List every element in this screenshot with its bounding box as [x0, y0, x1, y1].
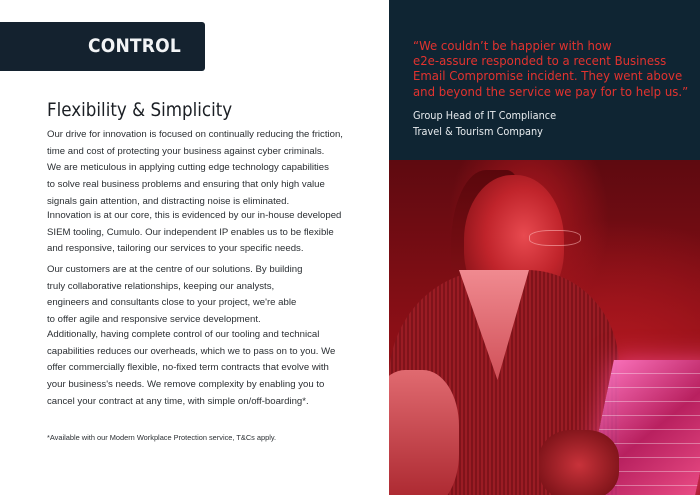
text-line: cancel your contract at any time, with simple on/off-boarding*.	[47, 395, 309, 407]
text-line: signals gain attention, and distracting noise is eliminated.	[47, 195, 290, 207]
photo-glasses-shape	[529, 230, 581, 246]
section-tab-label: CONTROL	[88, 35, 181, 57]
text-line: offer commercially flexible, no-fixed term contracts that evolve with	[47, 362, 329, 374]
photo-arm-shape	[389, 370, 459, 495]
text-line: and responsive, tailoring our services to your specific needs.	[47, 243, 304, 255]
text-line: We are meticulous in applying cutting edge technology capabilities	[47, 162, 329, 174]
quote-line: and beyond the service we pay for to help us.”	[413, 83, 689, 99]
quote-line: Email Compromise incident. They went above	[413, 68, 683, 84]
quote-line: “We couldn’t be happier with how	[413, 38, 612, 53]
text-line: to offer agile and responsive service development.	[47, 314, 261, 326]
page-heading: Flexibility & Simplicity	[47, 99, 233, 121]
text-line: Our drive for innovation is focused on continually reducing the friction,	[47, 129, 343, 140]
text-line: Our customers are at the centre of our solutions. By building	[47, 264, 303, 275]
attribution-company: Travel & Tourism Company	[413, 126, 543, 138]
section-tab	[0, 22, 205, 71]
text-line: time and cost of protecting your business against cyber criminals.	[47, 145, 325, 157]
testimonial-quote	[413, 38, 698, 99]
text-line: your business's needs. We remove complexity by enabling you to	[47, 379, 325, 391]
attribution-role: Group Head of IT Compliance	[413, 110, 557, 122]
text-line: engineers and consultants close to your project, we're able	[47, 297, 297, 309]
paragraph-core	[47, 208, 347, 258]
text-line: capabilities reduces our overheads, which we to pass on to you. We	[47, 345, 336, 357]
paragraph-customers	[47, 262, 347, 329]
footnote: *Available with our Modern Workplace Protection service, T&Cs apply.	[47, 433, 277, 442]
testimonial-attribution	[413, 108, 569, 140]
text-line: Additionally, having complete control of our tooling and technical	[47, 329, 320, 340]
text-line: SIEM tooling, Cumulo. Our independent IP enables us to be flexible	[47, 226, 334, 238]
paragraph-control	[47, 327, 347, 411]
photo-hand-shape	[539, 430, 619, 495]
quote-line: e2e-assure responded to a recent Business	[413, 53, 667, 69]
text-line: Innovation is at our core, this is evidenced by our in-house developed	[47, 210, 342, 221]
paragraph-innovation	[47, 127, 347, 211]
text-line: to solve real business problems and ensuring that only high value	[47, 179, 325, 191]
hero-photo	[389, 160, 700, 495]
text-line: truly collaborative relationships, keeping our analysts,	[47, 280, 275, 292]
